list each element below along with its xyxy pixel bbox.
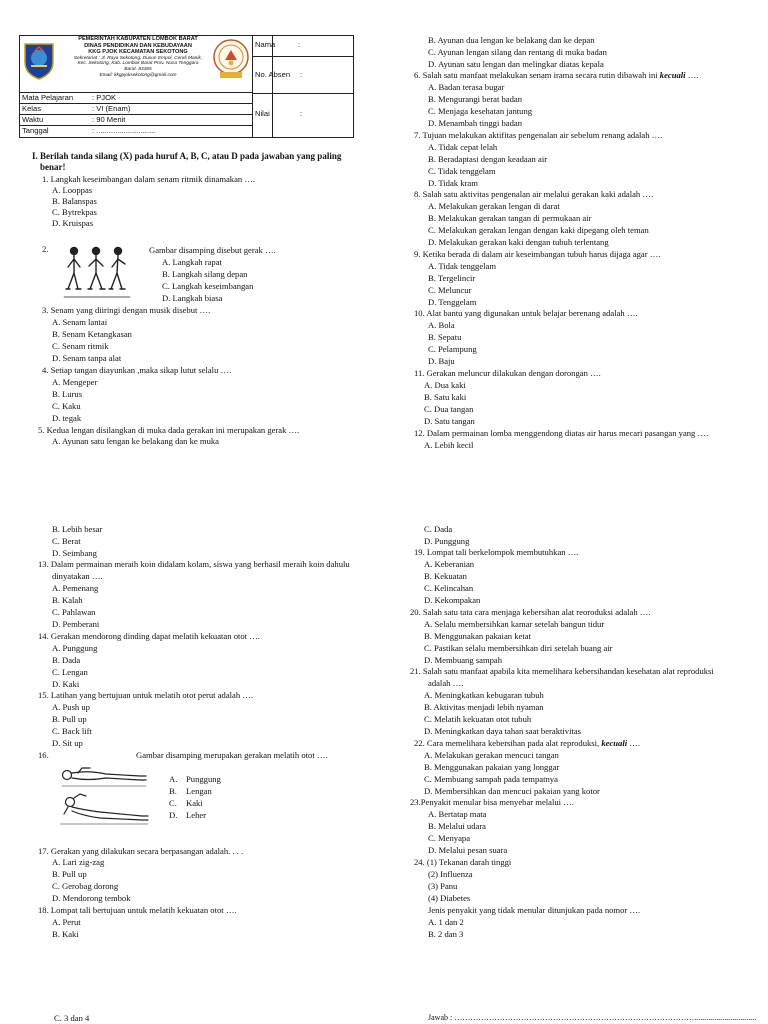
- regency-crest-icon: [22, 40, 56, 80]
- question-16: Gambar disamping merupakan gerakan melatih otot ….: [136, 750, 328, 760]
- question-16-number: 16.: [38, 750, 49, 760]
- option[interactable]: B. 2 dan 3: [428, 929, 464, 939]
- option[interactable]: A. Looppas: [52, 185, 93, 195]
- option[interactable]: B. Lebih besar: [52, 524, 103, 534]
- option[interactable]: C. Dua tangan: [424, 404, 474, 414]
- option[interactable]: C. Melatih kekuatan otot tubuh: [424, 714, 532, 724]
- class-value: : VI (Enam): [92, 104, 131, 113]
- option[interactable]: B.: [169, 786, 177, 796]
- address-line-2: Kec. Sekotong, Kab. Lombok Barat Prov. Nusa Tenggara: [77, 61, 199, 67]
- option[interactable]: B. Ayunan dua lengan ke belakang dan ke depan: [428, 35, 595, 45]
- question-17: 17. Gerakan yang dilakukan secara berpasangan adalah. . . .: [38, 846, 244, 856]
- option[interactable]: A. Perut: [52, 917, 81, 927]
- question-23: 23.Penyakit menular bisa menyebar melalui ….: [410, 797, 574, 807]
- question-7: 7. Tujuan melakukan aktifitas pengenalan air sebelum renang adalah ….: [414, 130, 663, 140]
- option[interactable]: A. Tidak cepat lelah: [428, 142, 498, 152]
- question-9: 9. Ketika berada di dalam air keseimbangan tubuh harus dijaga agar ….: [414, 249, 661, 259]
- option[interactable]: B. Tergelincir: [428, 273, 476, 283]
- option[interactable]: C. Tidak tenggelam: [428, 166, 496, 176]
- option[interactable]: C. Membuang sampah pada tempatnya: [424, 774, 558, 784]
- question-21-cont: adalah ….: [428, 678, 464, 688]
- question-3: 3. Senam yang diiringi dengan musik disebut ….: [42, 305, 211, 315]
- option[interactable]: A. Ayunan satu lengan ke belakang dan ke muka: [52, 436, 219, 446]
- option[interactable]: B. Aktivitas menjadi lebih nyaman: [424, 702, 544, 712]
- option[interactable]: A. Senam lantai: [52, 317, 108, 327]
- option[interactable]: D. Kekompakan: [424, 595, 481, 605]
- option[interactable]: D. Meningkatkan daya tahan saat beraktivitas: [424, 726, 582, 736]
- address-line-3: Barat. 83365: [124, 66, 152, 72]
- option[interactable]: D. Sit up: [52, 738, 83, 748]
- option[interactable]: A. Punggung: [52, 643, 98, 653]
- option[interactable]: C. Pastikan selalu membersihkan diri setelah buang air: [424, 643, 613, 653]
- option[interactable]: C.: [169, 798, 177, 808]
- option[interactable]: B. Balanspas: [52, 196, 97, 206]
- student-info-box: [252, 35, 354, 138]
- option[interactable]: C. Senam ritmik: [52, 341, 109, 351]
- option[interactable]: B. Langkah silang depan: [162, 269, 248, 279]
- option[interactable]: C. Ayunan lengan silang dan rentang di muka badan: [428, 47, 607, 57]
- question-24-item: (4) Diabetes: [428, 893, 471, 903]
- name-field[interactable]: :: [298, 40, 301, 49]
- option[interactable]: C. Back lift: [52, 726, 92, 736]
- name-label: Nama: [255, 40, 276, 49]
- option[interactable]: A. Melakukan gerakan mencuci tangan: [424, 750, 559, 760]
- option[interactable]: A. Lari zig-zag: [52, 857, 105, 867]
- option[interactable]: A. Pemenang: [52, 583, 99, 593]
- option[interactable]: A.: [169, 774, 178, 784]
- question-13-cont: dinyatakan ….: [52, 571, 103, 581]
- option[interactable]: C. Dada: [424, 524, 453, 534]
- option[interactable]: D. Ayunan satu lengan dan melingkar diatas kepala: [428, 59, 604, 69]
- question-6: 6. Salah satu manfaat melakukan senam irama secara rutin dibawah ini kecuali ….: [414, 70, 699, 80]
- absen-label: No. Absen: [255, 70, 291, 79]
- time-value: : 90 Menit: [92, 115, 126, 124]
- option[interactable]: A. Dua kaki: [424, 380, 466, 390]
- option[interactable]: A. 1 dan 2: [428, 917, 464, 927]
- option[interactable]: D. Punggung: [424, 536, 470, 546]
- nilai-field[interactable]: :: [300, 109, 303, 118]
- absen-field[interactable]: :: [300, 70, 303, 79]
- answer-line[interactable]: Jawab : ………………………………………………………………………………...............................: [428, 1013, 757, 1022]
- option[interactable]: A. Meningkatkan kebugaran tubuh: [424, 690, 544, 700]
- option[interactable]: C. Kaku: [52, 401, 81, 411]
- question-19: 19. Lompat tali berkelompok membutuhkan ….: [414, 547, 579, 557]
- option[interactable]: A. Mengeper: [52, 377, 98, 387]
- option[interactable]: D. Pemberani: [52, 619, 100, 629]
- option[interactable]: D. Senam tanpa alat: [52, 353, 122, 363]
- option[interactable]: B. Satu kaki: [424, 392, 467, 402]
- option[interactable]: A. Melakukan gerakan lengan di darat: [428, 201, 560, 211]
- option[interactable]: B. Beradaptasi dengan keadaan air: [428, 154, 548, 164]
- option[interactable]: C. Gerobag dorong: [52, 881, 119, 891]
- option[interactable]: B. Senam Ketangkasan: [52, 329, 132, 339]
- option[interactable]: C. Pahlawan: [52, 607, 96, 617]
- question-10: 10. Alat bantu yang digunakan untuk belajar berenang adalah ….: [414, 308, 638, 318]
- question-20: 20. Salah satu tata cara menjaga kebersihan alat reoroduksi adalah ….: [410, 607, 651, 617]
- option[interactable]: D. tegak: [52, 413, 82, 423]
- option[interactable]: A. Bertatap mata: [428, 809, 487, 819]
- option[interactable]: C. Meluncur: [428, 285, 472, 295]
- school-line-1: PEMERINTAH KABUPATEN LOMBOK BARAT: [78, 36, 198, 42]
- option[interactable]: C. Bytrekpas: [52, 207, 97, 217]
- option[interactable]: D. Tidak kram: [428, 178, 478, 188]
- option[interactable]: B. Kaki: [52, 929, 79, 939]
- option[interactable]: B. Dada: [52, 655, 81, 665]
- option[interactable]: A. Badan terasa bugar: [428, 82, 505, 92]
- subject-value: : PJOK: [92, 93, 117, 102]
- question-4: 4. Setiap tangan diayunkan ,maka sikap lutut selalu ….: [42, 365, 232, 375]
- option[interactable]: A. Bola: [428, 320, 455, 330]
- question-22: 22. Cara memelihara kebersihan pada alat reproduksi, kecuali ….: [414, 738, 641, 748]
- question-24: 24. (1) Tekanan darah tinggi: [414, 857, 512, 867]
- nilai-label: Nilai: [255, 109, 270, 118]
- option[interactable]: A. Tidak tenggelam: [428, 261, 497, 271]
- instruction-line-1: I. Berilah tanda silang (X) pada huruf A, B, C, atau D pada jawaban yang paling: [32, 151, 342, 161]
- option[interactable]: B. Pull up: [52, 869, 87, 879]
- option[interactable]: C. Lengan: [52, 667, 88, 677]
- option[interactable]: B. Mengurangi berat badan: [428, 94, 523, 104]
- option[interactable]: D. Melakukan gerakan kaki dengan tubuh terlentang: [428, 237, 609, 247]
- question-5: 5. Kedua lengan disilangkan di muka dada gerakan ini merupakan gerak ….: [38, 425, 300, 435]
- question-2: Gambar disamping disebut gerak ….: [149, 245, 276, 255]
- option[interactable]: C. Pelampung: [428, 344, 477, 354]
- option[interactable]: Kaki: [186, 798, 203, 808]
- option[interactable]: A. Selalu membersihkan kamar setelah bangun tidur: [424, 619, 605, 629]
- school-line-3: KKG PJOK KECAMATAN SEKOTONG: [88, 49, 188, 56]
- question-12: 12. Dalam permainan lomba menggendong diatas air harus mecari pasangan yang ….: [414, 428, 709, 438]
- time-label: Waktu: [22, 115, 44, 124]
- option[interactable]: D. Baju: [428, 356, 455, 366]
- option[interactable]: B. Menggunakan pakaian yang longgar: [424, 762, 560, 772]
- question-18: 18. Lompat tali bertujuan untuk melatih kekuatan otot ….: [38, 905, 237, 915]
- option[interactable]: D. Menambah tinggi badan: [428, 118, 523, 128]
- option[interactable]: B. Sepatu: [428, 332, 462, 342]
- option[interactable]: C. Menjaga kesehatan jantung: [428, 106, 533, 116]
- option[interactable]: B. Kekuatan: [424, 571, 467, 581]
- option[interactable]: D. Membuang sampah: [424, 655, 503, 665]
- option[interactable]: Lengan: [186, 786, 212, 796]
- question-8: 8. Salah satu aktivitas pengenalan air melalui gerakan kaki adalah ….: [414, 189, 654, 199]
- option[interactable]: D. Langkah biasa: [162, 293, 223, 303]
- option[interactable]: B. Melalui udara: [428, 821, 486, 831]
- option[interactable]: B. Lurus: [52, 389, 83, 399]
- option[interactable]: A. Langkah rapat: [162, 257, 222, 267]
- class-label: Kelas: [22, 104, 41, 113]
- date-label: Tanggal: [22, 126, 49, 135]
- school-heading: [58, 36, 218, 78]
- question-24-prompt: Jenis penyakit yang tidak menular ditunjukan pada nomor ….: [428, 905, 641, 915]
- walking-figures-icon: [62, 245, 132, 303]
- school-line-2: DINAS PENDIDIKAN DAN KEBUDAYAAN: [84, 42, 192, 49]
- email-line: Email: kkgpjoksekotong@gmail.com: [99, 72, 177, 78]
- question-24-item: (2) Influenza: [428, 869, 473, 879]
- date-field[interactable]: : ............................: [92, 126, 156, 135]
- option[interactable]: D. Kaki: [52, 679, 80, 689]
- option[interactable]: A. Push up: [52, 702, 90, 712]
- question-11: 11. Gerakan meluncur dilakukan dengan dorongan ….: [414, 368, 601, 378]
- option[interactable]: A. Keberanian: [424, 559, 475, 569]
- option[interactable]: D.: [169, 810, 178, 820]
- option[interactable]: D. Membersihkan dan mencuci pakaian yang kotor: [424, 786, 600, 796]
- option[interactable]: Leher: [186, 810, 207, 820]
- option[interactable]: C. Menyapa: [428, 833, 471, 843]
- question-14: 14. Gerakan mendorong dinding dapat melatih kekuatan otot ….: [38, 631, 260, 641]
- option[interactable]: A. Lebih kecil: [424, 440, 474, 450]
- prone-exercise-figures-icon: [58, 764, 150, 828]
- option[interactable]: C. Kelincahan: [424, 583, 474, 593]
- question-24-item: (3) Panu: [428, 881, 458, 891]
- option[interactable]: D. Melalui pesan suara: [428, 845, 508, 855]
- option[interactable]: B. Menggunakan pakaian ketat: [424, 631, 531, 641]
- option[interactable]: C. Berat: [52, 536, 81, 546]
- option[interactable]: D. Seimbang: [52, 548, 97, 558]
- option[interactable]: B. Kalah: [52, 595, 83, 605]
- address-line-1: Sekretariat : Jl. Raya Sekotong, Dusun Empol, Cendi Manik,: [73, 55, 203, 61]
- option[interactable]: C. 3 dan 4: [54, 1013, 90, 1023]
- option[interactable]: B. Pull up: [52, 714, 87, 724]
- question-13: 13. Dalam permainan meraih koin didalam kolam, siswa yang berhasil meraih koin dahulu: [38, 559, 350, 569]
- option[interactable]: D. Kruispas: [52, 218, 94, 228]
- question-15: 15. Latihan yang bertujuan untuk melatih otot perut adalah ….: [38, 690, 254, 700]
- subject-label: Mata Pelajaran: [22, 93, 74, 102]
- option[interactable]: Punggung: [186, 774, 221, 784]
- option[interactable]: D. Tenggelam: [428, 297, 477, 307]
- option[interactable]: B. Melakukan gerakan tangan di permukaan air: [428, 213, 592, 223]
- question-1: 1. Langkah keseimbangan dalam senam ritmik dinamakan ….: [42, 174, 256, 184]
- instruction-line-2: benar!: [40, 162, 66, 172]
- question-2-number: 2.: [42, 244, 49, 254]
- option[interactable]: C. Melakukan gerakan lengan dengan kaki dipegang oleh teman: [428, 225, 649, 235]
- option[interactable]: D. Satu tangan: [424, 416, 475, 426]
- question-21: 21. Salah satu manfaat apabila kita memelihara kebersihandan kesehatan alat reproduksi: [410, 666, 714, 676]
- option[interactable]: D. Mendorong tembok: [52, 893, 131, 903]
- option[interactable]: C. Langkah keseimbangan: [162, 281, 254, 291]
